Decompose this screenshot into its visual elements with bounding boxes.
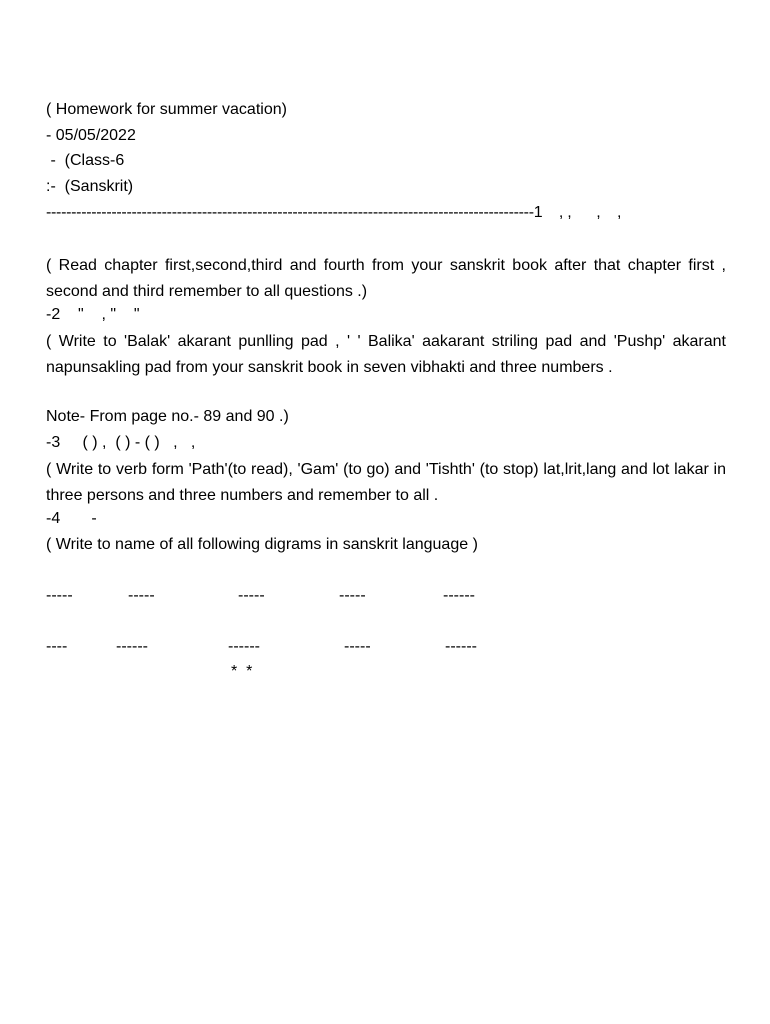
end-mark: * * <box>231 663 253 680</box>
class-line: - (Class-6 <box>46 152 125 169</box>
question-1-text: ( Read chapter first,second,third and fourth from your sanskrit book after that chapter first , second and third remember to all questions .) <box>46 257 726 300</box>
homework-date: - 05/05/2022 <box>46 127 136 144</box>
question-3-text: ( Write to verb form 'Path'(to read), 'Gam' (to go) and 'Tishth' (to stop) lat,lrit,lang and lot lakar in three persons and three numbers and remember to all . <box>46 461 726 504</box>
blank-line: ----- <box>344 638 371 655</box>
blank-line: ----- <box>238 587 265 604</box>
question-3-label: -3 ( ) , ( ) - ( ) , , <box>46 434 196 451</box>
blank-line: ------ <box>445 638 477 655</box>
question-2-text: ( Write to 'Balak' akarant punlling pad , ' ' Balika' aakarant striling pad and 'Pushp' akarant napunsakling pad from your sanskrit book in seven vibhakti and three numbers . <box>46 333 726 376</box>
blank-line: ---- <box>46 638 68 655</box>
blank-line: ------ <box>228 638 260 655</box>
question-2-note: Note- From page no.- 89 and 90 .) <box>46 408 289 425</box>
blank-line: ----- <box>128 587 155 604</box>
question-2-label: -2 " , " " <box>46 306 140 323</box>
blank-line: ----- <box>339 587 366 604</box>
blank-line: ------ <box>116 638 148 655</box>
blank-line: ------ <box>443 587 475 604</box>
subject-line: :- (Sanskrit) <box>46 178 134 195</box>
homework-title: ( Homework for summer vacation) <box>46 101 287 118</box>
divider-rule: -------------------------------------------------------------------------------------------------1 , , , , <box>46 204 622 221</box>
blank-line: ----- <box>46 587 73 604</box>
question-4-label: -4 - <box>46 510 97 527</box>
question-4-text: ( Write to name of all following digrams in sanskrit language ) <box>46 536 478 553</box>
